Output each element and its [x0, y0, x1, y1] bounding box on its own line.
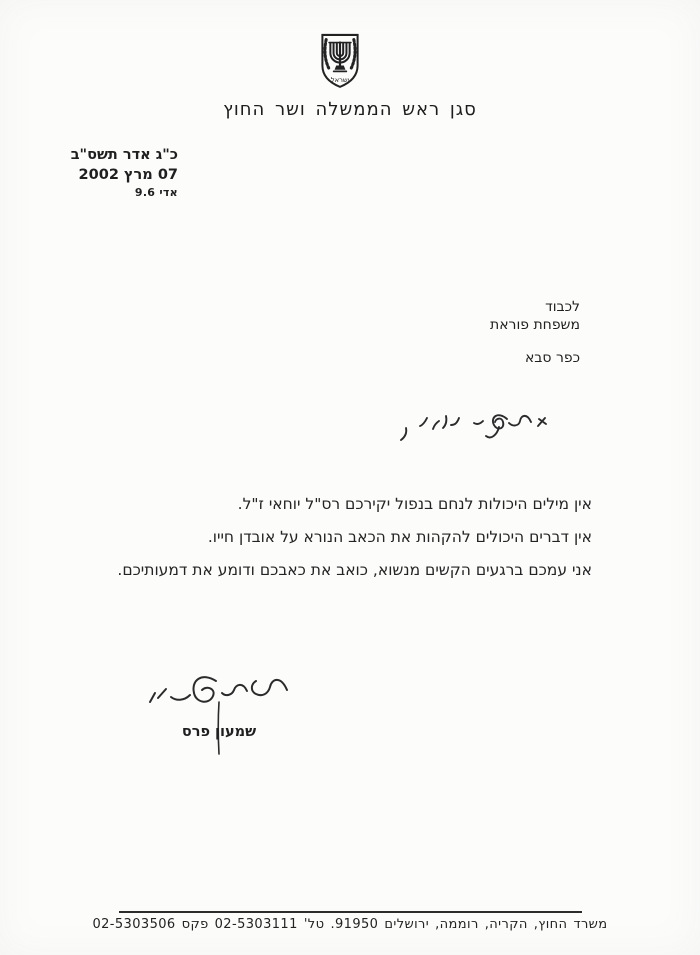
body-line-2: אין דברים היכולים להקהות את הכאב הנורא על אובדן חייו. — [207, 528, 592, 546]
handwritten-greeting — [395, 397, 550, 449]
handwritten-signature — [146, 666, 294, 758]
signature-typed-name: שמעון פרס — [181, 724, 257, 740]
footer-divider — [119, 911, 582, 913]
body-line-1: אין מילים היכולות לנחם בנפול יקירכם רס"ל יוחאי ז"ל. — [237, 495, 592, 513]
recipient-family: משפחת פוראת — [490, 316, 580, 333]
olive-branch-left — [325, 40, 329, 68]
letter-body — [117, 488, 592, 587]
office-title: סגן ראש הממשלה ושר החוץ — [223, 99, 477, 120]
body-line-3: אני עמכם ברגעים הקשים מנשוא, כואב את כאבכם ודומע את דמעותיכם. — [117, 561, 592, 579]
hebrew-date: כ"ג אדר תשס"ב — [70, 147, 178, 163]
emblem-graphic — [314, 32, 366, 94]
olive-branch-right — [351, 40, 355, 68]
emblem-caption: ישראל — [330, 75, 350, 84]
menorah-base — [335, 66, 346, 70]
gregorian-date: 07 מרץ 2002 — [78, 167, 178, 183]
recipient-salutation: לכבוד — [545, 299, 580, 315]
recipient-city: כפר סבא — [524, 350, 580, 366]
recipient-block — [490, 299, 580, 368]
israel-state-emblem — [314, 32, 366, 94]
footer-contact-line: משרד החוץ, הקריה, רוממה, ירושלים 91950. טל' 02-5303111 פקס 02-5303506 — [92, 917, 608, 932]
reference-code: אדי 9.6 — [134, 186, 178, 199]
date-block — [58, 145, 178, 201]
